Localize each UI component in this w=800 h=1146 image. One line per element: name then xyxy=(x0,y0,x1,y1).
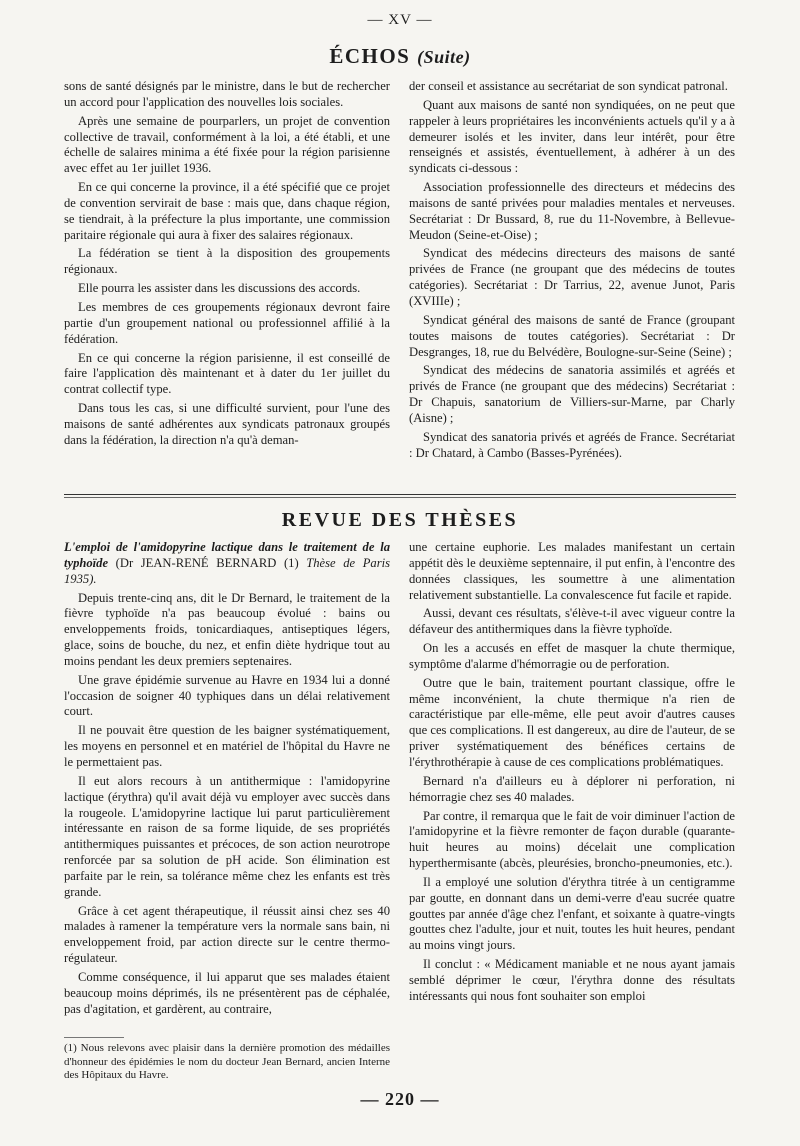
paragraph: Syndicat des médecins directeurs des maisons de santé privées de France (ne groupant que des médecins de toutes catégories). Secrétariat : Dr Tarrius, 22, avenue Junot, Paris (XVIIIe) ; xyxy=(409,246,735,308)
paragraph: Syndicat des sanatoria privés et agréés de France. Secrétariat : Dr Chatard, à Cambo (Basses-Pyrénées). xyxy=(409,429,735,460)
revue-left-column xyxy=(64,540,390,1020)
revue-section-title: REVUE DES THÈSES xyxy=(281,509,519,531)
echos-section-title xyxy=(0,44,800,69)
paragraph: Outre que le bain, traitement pourtant classique, offre le même inconvénient, la chute thermique n'a rien de caractéristique par elle-même, elle peut avoir d'autres causes que ces complications. Il est dangereux, au dire de l'auteur, de se priver systématiquement des bénéfices certains de l'érythrothérapie à cause de ces complications problématiques. xyxy=(409,675,735,769)
revue-right-column xyxy=(409,540,735,1008)
paragraph: Dans tous les cas, si une difficulté survient, pour l'une des maisons de santé adhérentes aux syndicats patronaux groupés dans la fédération, la direction n'a qu'à deman- xyxy=(64,401,390,447)
paragraph: Les membres de ces groupements régionaux devront faire partie d'un groupement national ou professionnel affilié à la fédération. xyxy=(64,299,390,346)
echos-right-column xyxy=(409,79,735,464)
paragraph: Bernard n'a d'ailleurs eu à déplorer ni perforation, ni hémorragie chez ses 40 malades. xyxy=(409,773,735,804)
paragraph: En ce qui concerne la province, il a été spécifié que ce projet de convention servirait de base : mais que, dans chaque région, se tiendrait, à la préfecture la plus importante, une commission paritaire régionale qui aura à fixer des salaires régionaux. xyxy=(64,180,390,242)
paragraph: der conseil et assistance au secrétariat de son syndicat patronal. xyxy=(409,79,728,93)
paragraph: Aussi, devant ces résultats, s'élève-t-il avec vigueur contre la défaveur des antithermiques dans la fièvre typhoïde. xyxy=(409,606,735,637)
article-heading xyxy=(64,540,390,588)
paragraph: La fédération se tient à la disposition des groupements régionaux. xyxy=(64,246,390,277)
article-title: L'emploi de l'amidopyrine lactique dans le traitement de la typhoïde xyxy=(64,540,390,570)
article-author: (Dr JEAN-RENÉ BERNARD (1) xyxy=(115,555,299,570)
page-number: — 220 — xyxy=(360,1089,440,1109)
paragraph: Syndicat des médecins de sanatoria assimilés et agréés et privés de France (ne groupant que des médecins) Secrétariat : Dr Chapuis, sanatorium de Villiers-sur-Marne, par Charly (Aisne) ; xyxy=(409,363,735,425)
paragraph: Après une semaine de pourparlers, un projet de convention collective de travail, conformément à la loi, a été établi, et une échelle de salaires minima a été fixée pour la région parisienne avec effet au 1er juillet 1936. xyxy=(64,113,390,176)
roman-folio: — XV — xyxy=(367,12,433,28)
paragraph: On les a accusés en effet de masquer la chute thermique, symptôme d'alarme d'hémorragie ou de perforation. xyxy=(409,641,735,671)
section-divider-thin xyxy=(64,497,736,498)
echos-left-column xyxy=(64,79,390,452)
paragraph: Il ne pouvait être question de les baigner systématiquement, les moyens en personnel et en matériel de l'hôpital du Havre ne le permettaient pas. xyxy=(64,723,390,769)
paragraph: Elle pourra les assister dans les discussions des accords. xyxy=(78,281,361,296)
paragraph: sons de santé désignés par le ministre, dans le but de rechercher un accord pour l'application des nouvelles lois sociales. xyxy=(64,79,390,109)
paragraph: Association professionnelle des directeurs et médecins des maisons de santé privées pour maladies mentales et nerveuses. Secrétariat : Dr Bussard, 8, rue du 11-Novembre, à Bellevue-Meudon (Seine-et-Oise) ; xyxy=(409,180,735,242)
paragraph: Syndicat général des maisons de santé de France (groupant toutes maisons de toutes catégories). Secrétariat : Dr Desgranges, 18, rue du Belvédère, Boulogne-sur-Seine (Seine) ; xyxy=(409,312,735,359)
paragraph: En ce qui concerne la région parisienne, il est conseillé de faire l'application dès maintenant et à dater du 1er juillet du contrat collectif type. xyxy=(64,350,390,397)
paragraph: Depuis trente-cinq ans, dit le Dr Bernard, le traitement de la fièvre typhoïde n'a pas beaucoup évolué : bains ou enveloppements froids, tonicardiaques, antiseptiques légers, glace, soins de bouche, du nez, et enfin diète hydrique tout au moins pendant les deux premiers septenaires. xyxy=(64,590,390,668)
paragraph: Comme conséquence, il lui apparut que ses malades étaient beaucoup moins déprimés, ils ne présentèrent pas de céphalée, pas d'agitation, et gardèrent, au contraire, xyxy=(64,969,390,1016)
section-divider xyxy=(64,494,736,495)
paragraph: Grâce à cet agent thérapeutique, il réussit ainsi chez ses 40 malades à ramener la température vers la normale sans bain, ni enveloppement froid, par action directe sur le centre thermo-régulateur. xyxy=(64,903,390,966)
paragraph: une certaine euphorie. Les malades manifestant un certain appétit dès le deuxième septennaire, il put enfin, à l'encontre des données classiques, les soumettre à une alimentation relativement substantielle. La convalescence fut facile et rapide. xyxy=(409,540,735,602)
article-source: Thèse de Paris 1935). xyxy=(64,555,390,586)
paragraph: Quant aux maisons de santé non syndiquées, on ne peut que rappeler à leurs propriétaires les inconvénients actuels qu'il y a à demeurer isolés et les inviter, dans leur intérêt, pour être renseignés et assistés, éventuellement, à adhérer à un des syndicats ci-dessous : xyxy=(409,97,735,176)
paragraph: Par contre, il remarqua que le fait de voir diminuer l'action de l'amidopyrine et la fièvre remonter de façon durable (quarante-huit heures au moins) décelait une complication hyperthermisante (abcès, pleurésies, broncho-pneumonies, etc.). xyxy=(409,808,735,871)
paragraph: Il conclut : « Médicament maniable et ne nous ayant jamais semblé déprimer le cœur, l'érythra donne des résultats intéressants qui nous font souhaiter son emploi xyxy=(409,957,735,1003)
paragraph: Il eut alors recours à un antithermique : l'amidopyrine lactique (érythra) qu'il avait déjà vu employer avec succès dans la rougeole. L'amidopyrine lactique lui parut particulièrement intéressante en raison de sa forme liquide, de ses propriétés antithermiques puissantes et précoces, de son action neurotrope renforcée par sa solution de pH acide. Son élimination est parfaite par le rein, sa tolérance même chez les enfants est très grande. xyxy=(64,773,390,899)
footnote-rule xyxy=(64,1037,124,1038)
paragraph: Il a employé une solution d'érythra titrée à un centigramme par goutte, en donnant dans un demi-verre d'eau sucrée quatre gouttes par année d'âge chez l'enfant, et soixante à quatre-vingts gouttes chez l'adulte, jour et nuit, toutes les huit heures, pendant au moins vingt jours. xyxy=(409,874,735,953)
footnote: (1) Nous relevons avec plaisir dans la dernière promotion des médailles d'honneur des épidémies le nom du docteur Jean Bernard, ancien Interne des Hôpitaux du Havre. xyxy=(64,1042,390,1081)
echos-title-text: ÉCHOS xyxy=(329,44,411,68)
paragraph: Une grave épidémie survenue au Havre en 1934 lui a donné l'occasion de soigner 40 typhiques dans un délai relativement court. xyxy=(64,672,390,719)
echos-suite-text: (Suite) xyxy=(417,47,471,67)
